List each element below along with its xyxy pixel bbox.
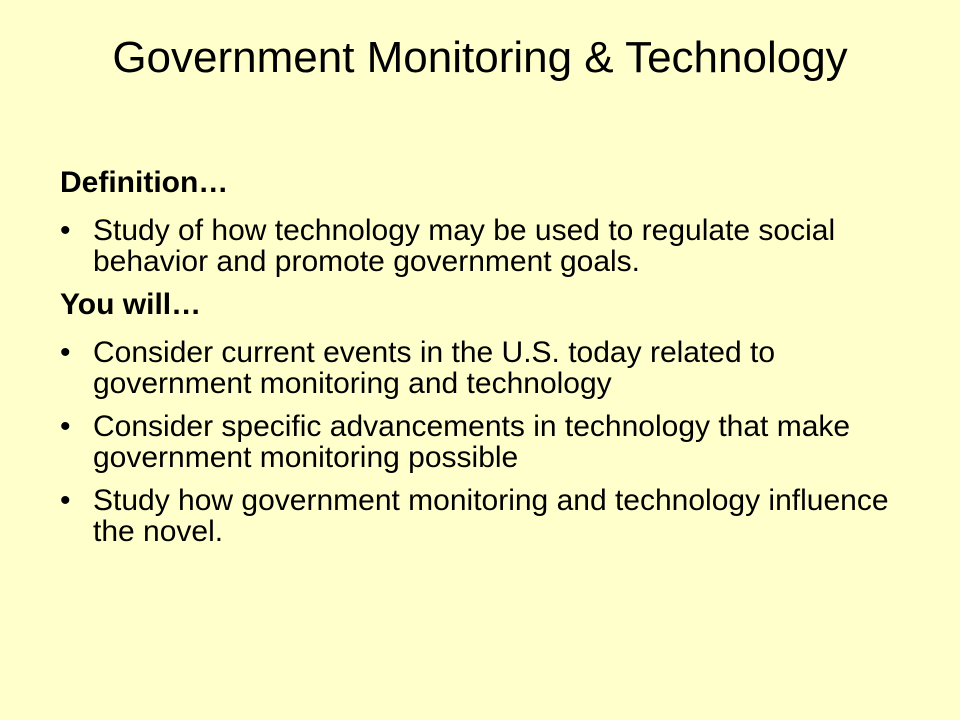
bullet-dot-icon: • [60, 336, 71, 369]
bullet-dot-icon: • [60, 484, 71, 517]
bullet-item [60, 337, 920, 399]
bullet-text: Study of how technology may be used to regulate social behavior and promote government goals. [93, 214, 836, 278]
slide-body [60, 167, 920, 559]
bullet-text: Study how government monitoring and technology influence the novel. [93, 484, 889, 548]
bullet-dot-icon: • [60, 410, 71, 443]
bullet-item [60, 215, 920, 277]
bullet-item [60, 485, 920, 547]
bullet-text: Consider current events in the U.S. today related to government monitoring and technology [93, 336, 776, 400]
bullet-item [60, 411, 920, 473]
section-heading-definition: Definition… [60, 166, 229, 199]
slide-title: Government Monitoring & Technology [112, 33, 848, 82]
bullet-text: Consider specific advancements in technology that make government monitoring possible [93, 410, 851, 474]
bullet-dot-icon: • [60, 214, 71, 247]
section-heading-you-will: You will… [60, 288, 202, 321]
